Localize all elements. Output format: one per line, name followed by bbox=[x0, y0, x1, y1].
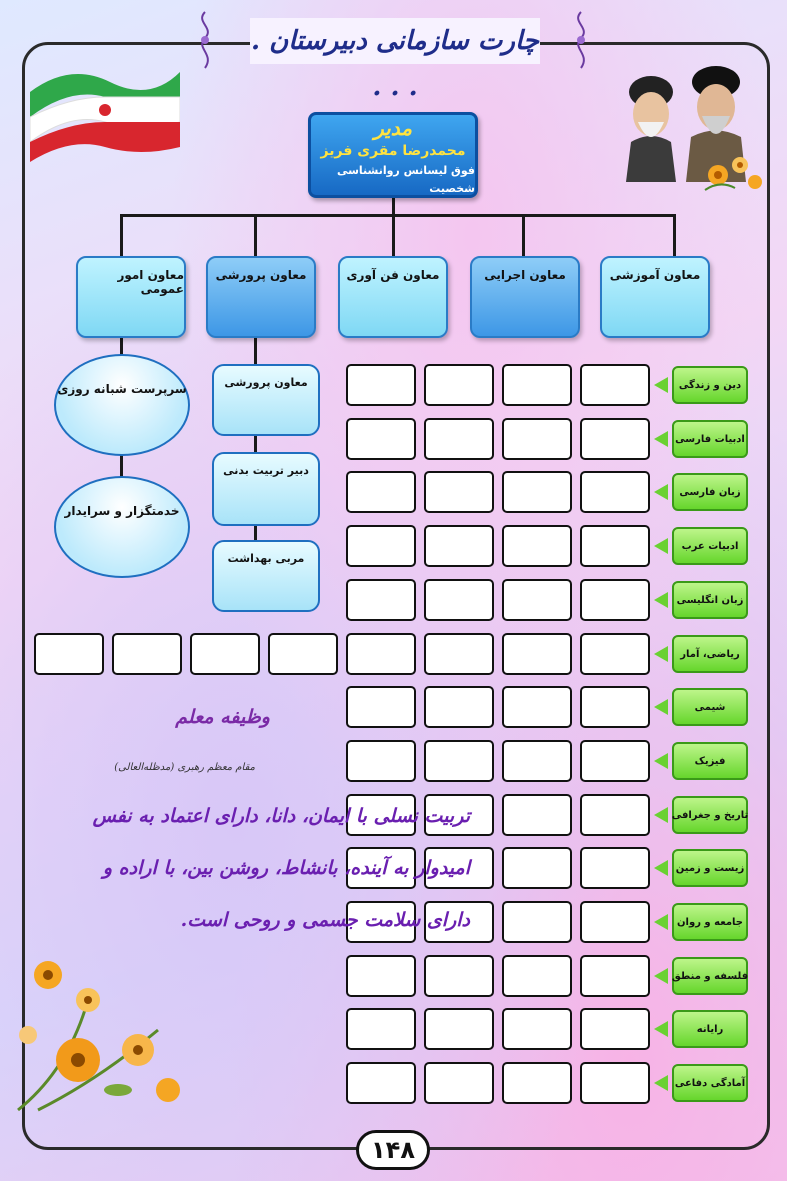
deputy-cultural: معاون پرورشی bbox=[206, 256, 316, 338]
teacher-cell bbox=[424, 1062, 494, 1104]
teacher-cell bbox=[580, 847, 650, 889]
arrow-left-icon bbox=[654, 592, 668, 608]
subject-label: شیمی bbox=[672, 688, 748, 726]
teacher-cell bbox=[580, 633, 650, 675]
duty-source: مقام معظم رهبری (مدظله‌العالی) bbox=[114, 762, 255, 773]
subject-label: دین و زندگی bbox=[672, 366, 748, 404]
teacher-cell bbox=[502, 740, 572, 782]
teacher-cell bbox=[502, 633, 572, 675]
teacher-cell bbox=[346, 418, 416, 460]
teacher-cell bbox=[502, 1008, 572, 1050]
connector-line bbox=[392, 214, 395, 256]
director-role: مدیر bbox=[374, 116, 412, 140]
teacher-cell bbox=[502, 364, 572, 406]
staff-health-instructor: مربی بهداشت bbox=[212, 540, 320, 612]
arrow-left-icon bbox=[654, 860, 668, 876]
teacher-cell bbox=[268, 633, 338, 675]
teacher-cell bbox=[346, 579, 416, 621]
teacher-cell bbox=[580, 471, 650, 513]
teacher-cell bbox=[346, 364, 416, 406]
arrow-left-icon bbox=[654, 431, 668, 447]
subject-label: زبان فارسی bbox=[672, 473, 748, 511]
duty-line: امیدوار به آینده، بانشاط، روشن بین، با اراده و bbox=[102, 857, 470, 879]
duty-line: دارای سلامت جسمی و روحی است. bbox=[180, 909, 470, 931]
subject-label: زیست و زمین bbox=[672, 849, 748, 887]
teacher-cell bbox=[502, 686, 572, 728]
teacher-cell bbox=[424, 471, 494, 513]
page-title: چارت سازمانی دبیرستان . . . . bbox=[250, 18, 540, 64]
teacher-cell bbox=[502, 579, 572, 621]
connector-line bbox=[254, 214, 257, 256]
director-degree: فوق لیسانس روانشناسی شخصیت bbox=[336, 164, 475, 195]
teacher-cell bbox=[346, 1008, 416, 1050]
arrow-left-icon bbox=[654, 538, 668, 554]
teacher-cell bbox=[502, 847, 572, 889]
subject-label: ریاضی، آمار bbox=[672, 635, 748, 673]
connector-line bbox=[673, 214, 676, 256]
connector-line bbox=[120, 214, 123, 256]
teacher-cell bbox=[580, 740, 650, 782]
page-number: ۱۴۸ bbox=[356, 1130, 430, 1170]
arrow-left-icon bbox=[654, 914, 668, 930]
teacher-cell bbox=[502, 471, 572, 513]
teacher-cell bbox=[346, 471, 416, 513]
arrow-left-icon bbox=[654, 1021, 668, 1037]
teacher-cell bbox=[424, 525, 494, 567]
teacher-cell bbox=[424, 418, 494, 460]
teacher-cell bbox=[346, 1062, 416, 1104]
teacher-cell bbox=[502, 418, 572, 460]
subject-label: ادبیات فارسی bbox=[672, 420, 748, 458]
teacher-cell bbox=[580, 1062, 650, 1104]
subject-label: رایانه bbox=[672, 1010, 748, 1048]
teacher-cell bbox=[346, 525, 416, 567]
teacher-cell bbox=[424, 579, 494, 621]
arrow-left-icon bbox=[654, 699, 668, 715]
teacher-cell bbox=[346, 686, 416, 728]
teacher-cell bbox=[580, 579, 650, 621]
teacher-cell bbox=[346, 740, 416, 782]
teacher-cell bbox=[580, 364, 650, 406]
flowers-bouquet-icon bbox=[8, 940, 198, 1120]
director-name: محمدرضا مقری فریز bbox=[320, 143, 466, 159]
teacher-cell bbox=[424, 633, 494, 675]
teacher-cell bbox=[346, 633, 416, 675]
subject-label: زبان انگلیسی bbox=[672, 581, 748, 619]
teacher-cell bbox=[502, 901, 572, 943]
duty-title: وظیفه معلم bbox=[175, 706, 270, 728]
teacher-cell bbox=[346, 955, 416, 997]
deputy-technology: معاون فن آوری bbox=[338, 256, 448, 338]
subject-label: تاریخ و جغرافی bbox=[672, 796, 748, 834]
staff-cultural-deputy: معاون پرورشی bbox=[212, 364, 320, 436]
arrow-left-icon bbox=[654, 1075, 668, 1091]
teacher-cell bbox=[580, 686, 650, 728]
teacher-cell bbox=[34, 633, 104, 675]
subject-label: جامعه و روان bbox=[672, 903, 748, 941]
teacher-cell bbox=[190, 633, 260, 675]
ornament-right-icon bbox=[566, 10, 596, 70]
teacher-cell bbox=[580, 955, 650, 997]
connector-line bbox=[120, 214, 676, 217]
iran-flag-icon bbox=[30, 52, 180, 162]
teacher-cell bbox=[424, 740, 494, 782]
teacher-cell bbox=[424, 364, 494, 406]
duty-text bbox=[48, 790, 470, 946]
connector-line bbox=[522, 214, 525, 256]
staff-pe-teacher: دبیر تربیت بدنی bbox=[212, 452, 320, 526]
teacher-cell bbox=[424, 1008, 494, 1050]
teacher-cell bbox=[580, 794, 650, 836]
duty-line: تربیت نسلی با ایمان، دانا، دارای اعتماد به نفس bbox=[92, 805, 470, 827]
teacher-cell bbox=[580, 901, 650, 943]
arrow-left-icon bbox=[654, 377, 668, 393]
flowers-icon bbox=[700, 150, 770, 195]
arrow-left-icon bbox=[654, 753, 668, 769]
subject-label: فلسفه و منطق bbox=[672, 957, 748, 995]
deputy-executive: معاون اجرایی bbox=[470, 256, 580, 338]
teacher-cell bbox=[502, 525, 572, 567]
subject-label: فیزیک bbox=[672, 742, 748, 780]
teacher-cell bbox=[580, 525, 650, 567]
teacher-cell bbox=[580, 418, 650, 460]
subject-label: آمادگی دفاعی bbox=[672, 1064, 748, 1102]
arrow-left-icon bbox=[654, 807, 668, 823]
staff-janitor: خدمتگزار و سرایدار bbox=[54, 476, 190, 578]
director-box bbox=[308, 112, 478, 198]
subject-label: ادبیات عرب bbox=[672, 527, 748, 565]
arrow-left-icon bbox=[654, 646, 668, 662]
teacher-cell bbox=[502, 1062, 572, 1104]
teacher-cell bbox=[112, 633, 182, 675]
deputy-education: معاون آموزشی bbox=[600, 256, 710, 338]
ornament-left-icon bbox=[190, 10, 220, 70]
arrow-left-icon bbox=[654, 484, 668, 500]
deputy-public-affairs: معاون امور عمومی bbox=[76, 256, 186, 338]
arrow-left-icon bbox=[654, 968, 668, 984]
teacher-cell bbox=[580, 1008, 650, 1050]
teacher-cell bbox=[424, 955, 494, 997]
teacher-cell bbox=[424, 686, 494, 728]
teacher-cell bbox=[502, 794, 572, 836]
teacher-cell bbox=[502, 955, 572, 997]
staff-dormitory-supervisor: سرپرست شبانه روزی bbox=[54, 354, 190, 456]
